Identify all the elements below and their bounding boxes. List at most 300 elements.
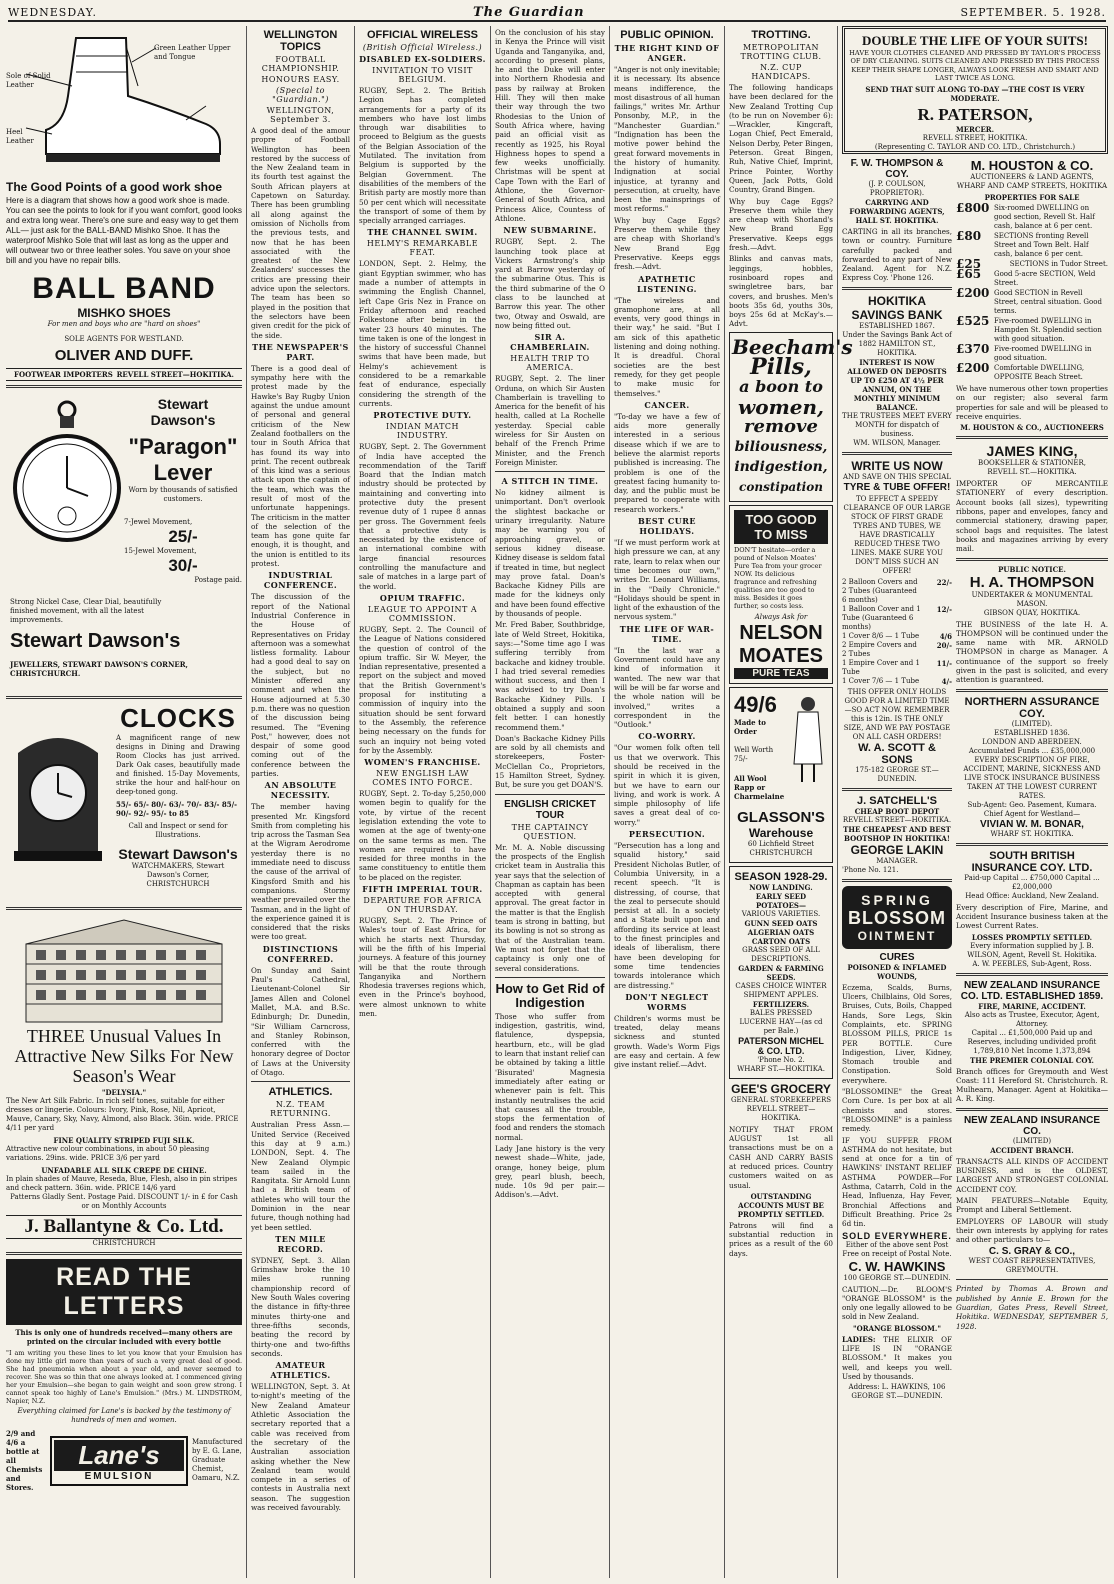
now-landing: NOW LANDING. [749, 882, 813, 892]
public-notice: PUBLIC NOTICE. [998, 564, 1066, 574]
patterns-note: Patterns Gladly Sent. Postage Paid. DISCOUNT 1/- in £ for Cash or on Monthly Accounts [10, 1193, 238, 1210]
northern-est: ESTABLISHED 1836. [994, 728, 1070, 737]
double-life-text: HAVE YOUR CLOTHES CLEANED AND PRESSED BY TAYLOR'S PROCESS OF DRY CLEANING. SUITS CLEANED AND PRESSED BY THIS PROCESS KEEP THEIR SHAPE LONGER, ALWAYS LOOK FRESH AND SMART AND LAST TWICE AS LONG. [849, 49, 1101, 83]
paterson-phone: 'Phone No. 2. [757, 1055, 805, 1064]
ballantyne-city: CHRISTCHURCH [92, 1239, 156, 1247]
hawkins-address: 100 GEORGE ST.—DUNEDIN. [843, 1273, 951, 1282]
property-item [956, 286, 1108, 316]
savings-est: ESTABLISHED 1867. [859, 321, 935, 330]
spring-blossom-ad [842, 886, 952, 949]
dawson-watchmakers: WATCHMAKERS, Stewart Dawson's Corner, CHRISTCHURCH [131, 862, 225, 888]
glasson-ad [729, 687, 833, 863]
subhead: OPIUM TRAFFIC. [379, 592, 466, 603]
article-text: RUGBY, Sept. 2. To-day 5,250,000 women begin to qualify for the vote, by virtue of the recent legislation extending the vote to women at the age of twenty-one on the same terms as men. The women are required to have resided for three months in the same constituency to entitle them to be placed on the register. [359, 789, 486, 882]
cures-text: Eczema, Scalds, Burns, Ulcers, Chilblains, Old Sores, Bruises, Cuts, Boils, Chapped Hands, Sore Legs, Skin Complaints, etc. SPRING BLOSSOM PILLS, PRICE 1s PER BOTTLE. Cure Indigestion, Liver, Kidney, Stomach trouble and Constipation. Sold everywhere. [842, 982, 952, 1085]
houston-name: M. HOUSTON & CO. [970, 158, 1094, 173]
south-agent: Every information supplied by J. B. WILSON, Agent, Revell St. Hokitika. [967, 941, 1097, 959]
store-building-icon [6, 914, 242, 1024]
article-text: There is a good deal of sympathy here with the protest made by the Hawke's Bay Rugby Union against the undue amount of personal and general criticism of the New Zealand footballers on the tour in South Africa that has found its way into print. The recent outbreak of this kind was a serious attack upon the captain of the team, which was the result of most of the unfortunate happenings. The criticism in the matter of the selection of the team has gone quite far enough, it is thought, and the union is entitled to its protest. [251, 363, 350, 569]
caution-text: CAUTION.—Dr. BLOOM'S "ORANGE BLOSSOM" is the only one legally allowed to be sold in New Zealand. [842, 1284, 952, 1322]
subhead: LEAGUE TO APPOINT A COMMISSION. [367, 604, 478, 623]
subhead: DEPARTURE FOR AFRICA ON THURSDAY. [363, 896, 482, 915]
northern-funds: Accumulated Funds ... £35,000,000 [968, 746, 1096, 755]
satchell-address: REVELL STREET—HOKITIKA. [842, 815, 952, 824]
houston-signature: M. HOUSTON & CO., AUCTIONEERS [960, 423, 1104, 433]
article-text: Why buy Cage Eggs? Preserve them while they are cheap with Shorland's New Brand Egg Preservative. Keeps eggs fresh.—Advt. [614, 215, 720, 272]
tyre-price-row [842, 605, 952, 632]
dawson-title: Stewart Dawson's [150, 396, 216, 428]
article-text: Mr. Fred Baber, Southbridge, late of Weld Street, Hokitika, says:—"Some time ago I was suffering terribly from backache and kidney trouble. I had tried several remedies without success, and then I was advised to try Doan's Backache Kidney Pills. I obtained a supply and soon felt better. I can honestly recommend them." [495, 620, 605, 732]
clocks-prices: 55/- 65/- 80/- 63/- 70/- 83/- 85/- 90/- 92/- 95/- to 85 [116, 800, 238, 818]
subhead: METROPOLITAN TROTTING CLUB. [740, 43, 822, 61]
subhead: THE LIFE OF WAR-TIME. [619, 623, 715, 644]
peebles: A. W. PEEBLES, Sub-Agent, Ross. [972, 959, 1092, 968]
northern-assurance: NORTHERN ASSURANCE COY. [964, 695, 1100, 720]
thompson-address: GIBSON QUAY, HOKITIKA. [983, 608, 1081, 617]
gee-accounts: OUTSTANDING ACCOUNTS MUST BE PROMPTLY SETTLED. [737, 1191, 825, 1219]
hawkins-name: C. W. HAWKINS [848, 1258, 946, 1274]
tyre-item: 1 Empire Cover and 1 Tube [842, 658, 920, 676]
always-ask: Always Ask for [754, 612, 808, 621]
wellington-sub: FOOTBALL CHAMPIONSHIP. [261, 55, 340, 73]
subhead: APATHETIC LISTENING. [637, 273, 697, 294]
tyre-price-row [842, 578, 952, 605]
pocket-watch-icon [12, 396, 122, 556]
houston-note: We have numerous other town properties on our register; also several farm properties for sale and will be pleased to receive enquiries. [956, 384, 1108, 421]
article-text: RUGBY, Sept. 2. The British Legion has completed arrangements for a party of its members who have lost limbs through war disabilities to proceed to Belgium as the guests of the Belgian Association of the Mutilated. The invitation from Belgium is supported by the Belgian Government. The disabilities of the members of the British party are mostly more than 50 per cent which will necessitate the transport of some of them by specially arranged carriages. [359, 86, 486, 226]
thompson-text: THE BUSINESS of the late H. A. THOMPSON will be continued under the same name with MR. ARNOLD THOMPSON in charge as Manager. A continuance of the support so freely given in the past is solicited, and every attention is guaranteed. [956, 619, 1108, 685]
nz-capital: Capital ... £1,500,000 Paid up and Reserves, including undivided profit 1,789,810 Net Income 1,373,894 [967, 1028, 1097, 1055]
savings-act: Under the Savings Bank Act of 1882 HAMILTON ST., HOKITIKA. [842, 330, 952, 357]
subhead: INDUSTRIAL CONFERENCE. [263, 570, 338, 591]
orange-blossom: "ORANGE BLOSSOM." [853, 1323, 941, 1333]
nickel-note: Strong Nickel Case, Clear Dial, beautifully finished movement, with all the latest improvements. [10, 598, 162, 624]
gray-sub: WEST COAST REPRESENTATIVES, GREYMOUTH. [968, 1257, 1096, 1275]
fertilizers: FERTILIZERS. [752, 999, 810, 1009]
tyre-price: 11/- [936, 658, 952, 668]
oliver-duff: OLIVER AND DUFF. [54, 347, 194, 364]
asthma-text: IF YOU SUFFER FROM ASTHMA do not hesitate, but send at once for a tin of HAWKINS' INSTANT RELIEF ASTHMA POWDER—For Asthma, Catarrh, Cold in the Head, Influenza, Hay Fever, Bronchial Affections and Difficult Breathing. Price 2s 6d tin. [842, 1135, 952, 1229]
blossomine-text: "BLOSSOMINE" the Great Corn Cure. 1s per box at all chemists and stores. "BLOSSOMINE" is a painless remedy. [842, 1087, 952, 1134]
ballband-logo: BALL BAND [32, 272, 216, 305]
column-3-wireless [359, 26, 486, 1578]
column-rule [837, 26, 838, 1578]
article-text: On Sunday and Saint Paul's Cathedral, Lieutenant-Colonel Sir James Allen and Colonel Mallet, M.A. and B.Sc. Edinburgh; Dr. Dunedin, "Sir William Carncross, and Stanley Robinson, conferred with the honorary degree of Doctor of Laws at the University of Otago. [251, 965, 350, 1078]
nz-branch: Branch offices for Greymouth and West Coast: 111 Hereford St. Christchurch. R. Mulhearn, Manager. Agent at Hokitika—A. R. King. [956, 1066, 1108, 1104]
letters-sub: This is only one of hundreds received—many others are printed on the circular included with every bottle [15, 1328, 233, 1346]
property-desc: SECTIONS in Tudor Street. [1009, 260, 1108, 268]
main-features: MAIN FEATURES—Notable Equity, Prompt and Liberal Settlement. [956, 1195, 1108, 1215]
chief-agent: Chief Agent for Westland— [983, 809, 1081, 818]
bonar-address: WHARF ST. HOKITIKA. [990, 829, 1074, 838]
apples: CASES CHOICE WINTER SHIPMENT APPLES. [735, 981, 827, 999]
oats: GUNN SEED OATS ALGERIAN OATS CARTON OATS [744, 918, 818, 946]
tyre-price: 4/6 [939, 631, 952, 641]
tyre-item: 2 Empire Covers and 2 Tubes [842, 640, 917, 658]
sole-agents: SOLE AGENTS FOR WESTLAND. [64, 335, 184, 343]
article-text: No kidney ailment is unimportant. Don't overlook the slightest backache or urinary irregularity. Nature may be warning you of approaching gravel, or serious kidney disease. Kidney disease is seldom fatal if treated in time, but neglect may prove fatal. Doan's Backache Kidney Pills are made for the kidneys only and have been found effective by thousands of people. [495, 488, 605, 619]
seed-ad [729, 866, 833, 1079]
south-british: SOUTH BRITISH INSURANCE COY. LTD. [971, 849, 1093, 874]
property-price: £370 [956, 342, 990, 356]
property-price: £800 [956, 201, 990, 215]
losses-settled: LOSSES PROMPTLY SETTLED. [971, 932, 1093, 942]
lanes-maker: Manufactured by E. G. Lane, Graduate Chemist, Oamaru, N.Z. [192, 1438, 243, 1482]
article-text: WELLINGTON, Sept. 3. At to-night's meeting of the New Zealand Amateur Athletic Association the secretary reported that a cable was received from the secretary of the Australian association asking whether the New Zealand team would compete in a series of contests in Australia next season. The suggestion was received favourably. [251, 1382, 350, 1512]
column-1-ads [6, 26, 242, 1578]
subhead: INDIAN MATCH INDUSTRY. [385, 422, 460, 441]
property-desc: Comfortable DWELLING, OPPOSITE Beach Street. [994, 364, 1085, 381]
tyre-price: 12/- [936, 604, 952, 614]
northern-text: EVERY DESCRIPTION OF FIRE, ACCIDENT, MARINE, SICKNESS AND LIVE STOCK INSURANCE BUSINESS TAKEN AT THE LOWEST CURRENT RATES. [963, 755, 1101, 800]
subhead: THE NEWSPAPER'S PART. [252, 341, 349, 362]
lakin-manager: MANAGER. [876, 856, 918, 865]
silk-text: The New Art Silk Fabric. In rich self tones, suitable for either dresses or lingerie. Colours: Ivory, Pink, Rose, Nil, Apricot, Mauve, Canary, Sky, Navy, Almond, also Black. 36in. wide. PRICE 4/11 per yard [6, 1097, 239, 1132]
subhead: SIR A. CHAMBERLAIN. [510, 332, 590, 353]
property-price: £200 [956, 286, 990, 300]
column-4-news [495, 26, 605, 1578]
subhead: DISABLED EX-SOLDIERS. [359, 54, 486, 64]
tyre-price: 22/- [936, 577, 952, 587]
boot-label: Heel Leather [6, 128, 34, 145]
dawson-title-3: Stewart Dawson's [118, 846, 238, 862]
postage-note: Postage paid. [194, 576, 242, 584]
read-letters-heading: READ THE LETTERS [6, 1259, 242, 1325]
column-6-trotting-ads [729, 26, 853, 1578]
cures-sub: POISONED & INFLAMED WOUNDS, [847, 962, 947, 981]
clocks-heading: CLOCKS [120, 703, 236, 733]
article-text: RUGBY, Sept. 2. The Prince of Wales's tour of East Africa, for which he starts next Thursday, will be the fifth of his Imperial journeys. A feature of this journey will be that the route through Tanganyika and Northern Rhodesia traverses regions which, even in the Prince's boyhood, were almost unknown to white men. [359, 916, 486, 1019]
column-rule [354, 26, 355, 1578]
save-special: AND SAVE ON THIS SPECIAL [843, 472, 951, 481]
tyre-offer-note: THIS OFFER ONLY HOLDS GOOD FOR A LIMITED TIME—SO ACT NOW. REMEMBER this is 12in. IS THE ONLY SIZE, AND WE PAY POSTAGE ON ALL CASH ORDERS! [843, 687, 951, 741]
clocks-call: Call and Inspect or send for Illustrations. [128, 822, 228, 839]
beecham-ad [729, 332, 853, 502]
glasson-warehouse: Warehouse [748, 825, 814, 840]
column-rule [609, 26, 610, 1578]
nz-limited: (LIMITED) [1012, 1136, 1052, 1145]
northern-address: LONDON AND ABERDEEN. [982, 737, 1082, 746]
satchell-sub: CHEAP BOOT DEPOT [854, 806, 940, 816]
properties-heading: PROPERTIES FOR SALE [984, 193, 1080, 202]
beecham-text: indigestion, [734, 458, 828, 475]
printer-imprint: Printed by Thomas A. Brown and published by Annie E. Brown for the Guardian, Gates Press, Revell Street, Hokitika. WEDNESDAY, SEPTEMBER 5, 1928. [956, 1284, 1108, 1331]
ha-thompson: H. A. THOMPSON [969, 573, 1095, 591]
accident-text: TRANSACTS ALL KINDS OF ACCIDENT BUSINESS, and is the OLDEST, LARGEST AND STRONGEST COLONIAL ACCIDENT COY. [956, 1156, 1108, 1194]
south-capital: Paid-up Capital ... £750,000 Capital ... £2,000,000 [964, 873, 1100, 891]
fw-thompson: F. W. THOMPSON & COY. [850, 158, 944, 180]
seed-potatoes: EARLY SEED POTATOES— [755, 891, 807, 910]
double-life-heading: DOUBLE THE LIFE OF YOUR SUITS! [862, 33, 1088, 48]
subhead: NEW ENGLISH LAW COMES INTO FORCE. [372, 769, 473, 788]
wireless-title: OFFICIAL WIRELESS [366, 29, 479, 41]
subhead: N.Z. TEAM RETURNING. [270, 1100, 331, 1119]
hawkins-address-2: Address: L. HAWKINS, 106 GEORGE ST.—DUNEDIN. [848, 1383, 946, 1401]
pure-teas-label: PURE TEAS [734, 668, 828, 679]
price-30: 30/- [168, 556, 198, 575]
lanes-price: 2/9 and 4/6 a bottle at all Chemists and Stores. [6, 1429, 43, 1492]
subhead: HELMY'S REMARKABLE FEAT. [366, 239, 479, 258]
nelson-label: NELSON [739, 621, 823, 644]
article-text: Blinks and canvas mats, leggings, hobbles, rosinboard ropes and swingletree bars, bar covers, and brushes. Men's boots 35s 6d, youths 30s, boys 25s 6d at McKay's.—Advt. [729, 254, 833, 329]
property-price: £80 [956, 229, 982, 243]
indigestion-title: How to Get Rid of Indigestion [495, 980, 605, 1010]
property-item [956, 201, 1108, 231]
post-free: Either of the above sent Post Free on receipt of Postal Note. [842, 1240, 952, 1258]
tyre-text: TO EFFECT A SPEEDY CLEARANCE OF OUR LARGE STOCK OF FIRST GRADE TYRES AND TUBES, WE HAVE DRASTICALLY REDUCED THESE TWO LINES. MAKE SURE YOU DON'T MISS SUCH AN OFFER! [843, 494, 951, 575]
subhead: THE CAPTAINCY QUESTION. [511, 822, 589, 841]
column-8-ads [956, 158, 1108, 1578]
ballantyne-ad [6, 914, 242, 1248]
article-text: RUGBY, Sept. 2. The launching took place at Vickers Armstrong's ship yard at Barrow yesterday of the submarine Otus. This is the third submarine of the O class to be launched at Barrow this year. The other two, Otway and Oswald, are now being fitted out. [495, 237, 605, 330]
satchell-name: J. SATCHELL'S [856, 794, 938, 807]
savings-interest: INTEREST IS NOW ALLOWED ON DEPOSITS UP TO £250 AT 4½ PER ANNUM, ON THE MONTHLY MINIMUM BALANCE. [847, 357, 947, 412]
ballband-ad [6, 26, 242, 381]
tyre-price-row [842, 641, 952, 659]
paterson-address: WHARF ST.—HOKITIKA. [737, 1064, 825, 1073]
price-25: 25/- [168, 527, 198, 546]
too-good-text: DON'T hesitate—order a pound of Nelson Moates' Pure Tea from your grocer NOW. Its delicious fragrance and refreshing qualities are too good to miss. Besides it goes further, so costs less. [734, 545, 822, 610]
beecham-text: a boon to [739, 376, 823, 396]
mercer-label: MERCER. [955, 124, 995, 134]
dateline: WELLINGTON, September 3. [266, 106, 335, 124]
south-text: Every description of Fire, Marine, and Accident Insurance business taken at the Lowest Current Rates. [956, 902, 1108, 931]
northern-sub: (LIMITED). [1011, 719, 1053, 728]
jewel15-label: 15-Jewel Movement, [124, 547, 197, 555]
ballantyne-name: J. Ballantyne & Co. Ltd. [6, 1215, 242, 1239]
subhead: PERSECUTION. [628, 829, 706, 840]
tyre-price-row [842, 632, 952, 641]
column-rule [724, 26, 725, 1578]
article-text: Mr. M. A. Noble discussing the prospects of the English cricket team in Australia this year says that the selection of Chapman as captain has been accepted with general approval. The great factor in the matter is that the English team is strong in batting, but its bowling is not so strong as that of the Australian team. We must not forget that the captaincy is only one of several considerations. [495, 842, 605, 973]
dawson-title-2: Stewart Dawson's [10, 630, 181, 652]
houston-sub: AUCTIONEERS & LAND AGENTS, [970, 173, 1094, 181]
tyre-price-row [842, 677, 952, 686]
property-desc: Six-roomed DWELLING on good section, Revell St. Half cash, balance at 6 per cent. [994, 204, 1095, 230]
subhead: CO-WORRY. [638, 731, 696, 742]
premier-colonial: THE PREMIER COLONIAL COY. [970, 1055, 1094, 1065]
article-text: The discussion of the report of the National Industrial Conference in the House of Representatives on Friday afternoon was a somewhat listless formality. Labour had a good deal to say on the subject, but no Minister offered any comment and when the House adjourned at 5.30 p.m. there was no question of the discussion being resumed. The "Evening Post," however, does not despair of some good coming out of the conference between the parties. [251, 592, 350, 778]
ballband-sub: MISHKO SHOES [77, 306, 171, 320]
scott-sons: W. A. SCOTT & SONS [858, 741, 936, 766]
article-text: Why buy Cage Eggs? Preserve them while they are cheap with Shorland's New Brand Egg Preservative. Keeps eggs fresh.—Advt. [729, 196, 833, 253]
tyre-price-row [842, 659, 952, 677]
article-text: "The wireless and gramophone are, at all events, very good things in their way," he said. "But I am sick of this apathetic listening and doing nothing. It is dreadful. Choral societies are the best remedy, for they get people to make music for themselves." [614, 295, 720, 398]
thompson-sub: UNDERTAKER & MONUMENTAL MASON. [971, 590, 1093, 608]
garden-seeds: GARDEN & FARMING SEEDS. [738, 963, 824, 982]
subhead: N.Z. CUP HANDICAPS. [751, 63, 811, 81]
subhead: AMATEUR ATHLETICS. [270, 1360, 331, 1381]
property-item [956, 361, 1108, 382]
fw-text: CARTING in all its branches, town or country. Furniture carefully packed and forwarded to any part of New Zealand. Agent for N.Z. Express Coy. 'Phone 126. [842, 227, 952, 283]
dawson-address: JEWELLERS, STEWART DAWSON'S CORNER, CHRISTCHURCH. [10, 660, 188, 678]
fuji-text: Attractive new colour combinations, in about 50 pleasing variations. 29ins. wide. PRICE 3/6 per yard [6, 1145, 210, 1162]
tyre-item: 2 Balloon Covers and 2 Tubes (Guaranteed 6 months) [842, 577, 918, 604]
article-text: "Anger is not only inevitable; it is necessary. Its absence means indifference, the most disastrous of all human failings," writes Mr. Arthur Ponsonby, M.P., in the "Manchester Guardian." "Indignation has been the motive power behind the great forward movements in the history of humanity. Indignation at social injustice, at tyranny and persecution, at cruelty, have been the mainsprings of most reforms." [614, 65, 720, 214]
firm-sub: FOOTWEAR IMPORTERS [14, 370, 113, 379]
fw-sub: (J. P. COULSON, PROPRIETOR). [868, 180, 926, 197]
savings-trustees: THE TRUSTEES MEET EVERY MONTH for dispatch of business. [842, 411, 952, 438]
cures-heading: CURES [879, 951, 915, 963]
crepe-heading: UNFADABLE ALL SILK CREPE DE CHINE. [41, 1166, 207, 1175]
tyre-price-list [842, 578, 952, 686]
firm-address: REVELL STREET—HOKITIKA. [116, 370, 234, 379]
wellington-title: WELLINGTON TOPICS [263, 29, 338, 53]
lever-label: Lever [153, 460, 213, 485]
beecham-text: biliousness, [734, 438, 828, 455]
article-text: On the conclusion of his stay in Kenya the Prince will visit Uganda and Tanganyika, and, according to present plans, he and the Duke will enter into Northern Rhodesia and pass by railway at Broken Hill. They will then make their way through the two Rhodesias to the Union of South Africa where, having paid an official visit as recently as 1925, his Royal Highness hopes to spend a few weeks unofficially. Christmas will be spent at Cape Town with the Earl of Athlone, the Governor-General of South Africa, and Princess Alice, Countess of Athlone. [495, 28, 605, 223]
property-desc: Good SECTION in Revell Street, central situation. Good terms. [994, 289, 1102, 315]
property-desc: Five-roomed DWELLING in good situation. [994, 345, 1092, 362]
article-text: Doan's Backache Kidney Pills are sold by all chemists and storekeepers, Foster-McClellan Co., Proprietors, 15 Hamilton Street, Sydney. But, be sure you get DOAN'S. [495, 733, 605, 790]
property-desc: Five-roomed DWELLING in Hampden St. Splendid section with good situation. [994, 317, 1102, 343]
boot-text: Here is a diagram that shows how a good work shoe is made. You can see the points to look for if you want comfort, good looks and extra long wear. There's one sure and easy way to get them ALL— just ask for the BALL-BAND Mishko Shoe. It has the waterproof Mishko Sole that will last as long as the upper and will outwear two or three leather soles. You save on your shoe bill and you have no repair bills. [6, 196, 242, 265]
column-5-opinion [614, 26, 720, 1578]
king-sub: BOOKSELLER & STATIONER, [978, 459, 1086, 468]
lanes-emulsion: EMULSION [84, 1470, 154, 1482]
dawson-paragon-ad [6, 392, 242, 692]
column-2-wellington [251, 26, 350, 1578]
clocks-ad [6, 703, 242, 903]
mercer-rep: (Representing C. TAYLOR AND CO. LTD., Christchurch.) [874, 142, 1076, 151]
glasson-address: 60 Lichfield Street CHRISTCHURCH [747, 839, 815, 857]
article-text: "To-day we have a few of aids more generally interested in a serious disease which if we are to believe the alarmist reports published is increasing. The problem is one of the greatest facing humanity to-day, and the public must be prepared to cooperate with research workers." [614, 411, 720, 514]
moates-label: MOATES [738, 644, 824, 667]
opinion-title: PUBLIC OPINION. [620, 29, 714, 41]
clocks-text: A magnificent range of new designs in Dining and Drawing Room Clocks has just arrived. Dark Oak cases, beautifully made and finished. 15-Day Movements, strike the hour and half-hour on deep-toned gong. [116, 734, 240, 796]
fw-sub2: CARRYING AND FORWARDING AGENTS, HALL ST. HOKITIKA. [849, 198, 945, 225]
article-text: The following handicaps have been declared for the New Zealand Trotting Cup (to be run on November 6):—Wrackler, Kingcraft, Logan Chief, Pect Emerald, Nelson Derby, Peter Bingen, Peterson. Great Bingen, Ruh, Native Chief, Imprint, Prince Pointer, Worthy Queen, Jack Potts, Gold Country, Grand Bingen. [729, 83, 833, 195]
article-text: Lady Jane history is the very newest shade—White, jade, orange, honey beige, plum grey, pearl blush, beech, nude. 10s 9d per pair.—Addison's.—Advt. [495, 1143, 605, 1200]
wireless-sub: (British Official Wireless.) [362, 43, 483, 52]
beecham-text: women, [738, 394, 824, 419]
gee-sub: GENERAL STOREKEEPERS [730, 1095, 832, 1104]
subhead: THE RIGHT KIND OF ANGER. [614, 43, 720, 63]
taylor-dry-cleaning-ad [842, 26, 1108, 154]
tyre-item: 1 Balloon Cover and 1 Tube (Guaranteed 6 months) [842, 604, 921, 631]
letter-text: "I am writing you these lines to let you know that your Emulsion has done my little girl more than years of such a very great deal of good. She had pneumonia when about a year old, and never seemed to recover. She was so thin that one always looked at. I commenced giving her your Emulsion—she began to gain weight and soon grew strong. I cannot speak too highly of Lane's Emulsion." (Mrs.) M. LINDSTROM, Napier, N.Z. [6, 1349, 242, 1405]
gray-co: C. S. GRAY & CO., [988, 1246, 1076, 1258]
property-price: £25 [956, 257, 982, 271]
article-text: RUGBY, Sept. 2. The liner Orduna, on which Sir Austen Chamberlain is travelling to America for the benefit of his health, called at La Rochelle yesterday. Special cable wireless for Sir Austen on behalf of the French Prime Minister, and the French Foreign Minister. [495, 374, 605, 467]
article-text: RUGBY, Sept. 2. The Council of the League of Nations considered the question of control of the opium traffic. Sir W. Meyer, the Indian representative, presented a report on the subject and moved that the British Government's proposal for instituting a commission of inquiry into the situation should be sent forward to the Assembly, the reference being necessary on the funds for such an inquiry not being voted for by the Assembly. [359, 624, 486, 755]
satchell-cheapest: THE CHEAPEST AND BEST BOOTSHOP IN HOKITIKA! [843, 824, 951, 843]
property-price: £65 [956, 267, 982, 281]
bonar-name: VIVIAN W. M. BONAR, [980, 818, 1084, 830]
beecham-text: remove [744, 415, 818, 437]
savings-bank-title: HOKITIKA SAVINGS BANK [851, 293, 943, 322]
james-king: JAMES KING, [986, 443, 1078, 460]
article-text: "In the last war a Government could have any kind of information it wanted. The new war that will be will be far worse and the whole nation will be involved," writes a correspondent in the "Outlook." [614, 645, 720, 730]
accident-branch: ACCIDENT BRANCH. [990, 1145, 1074, 1155]
subhead: FIFTH IMPERIAL TOUR. [362, 884, 483, 895]
lanes-ad [6, 1259, 242, 1492]
subhead: CANCER. [644, 399, 690, 410]
article-text: "If we must perform work at high pressure we can, at any rate, learn to relax when our time becomes our own," writes Dr. Leonard Williams, in the "Daily Chronicle." "Holidays should be spent in light of the exhaustion of the nervous system." [614, 538, 720, 622]
fitted-note: Well Worth 75/- [734, 745, 774, 763]
property-price: £525 [956, 314, 990, 328]
boot-label: Sole of Solid Leather [6, 72, 51, 89]
mantel-clock-icon [8, 723, 108, 863]
ointment-label: OINTMENT [857, 928, 937, 943]
fire-marine: FIRE, MARINE, ACCIDENT. [978, 1001, 1086, 1011]
king-address: REVELL ST.—HOKITIKA. [987, 468, 1077, 477]
subhead: THE CHANNEL SWIM. [367, 227, 478, 238]
fuji-heading: FINE QUALITY STRIPED FUJI SILK. [53, 1136, 195, 1145]
gee-address: REVELL STREET—HOKITIKA. [746, 1104, 816, 1122]
scott-address: 175-182 GEORGE ST.—DUNEDIN. [855, 765, 939, 783]
subhead: PROTECTIVE DUTY. [373, 410, 472, 421]
paterson-name: R. PATERSON, [917, 104, 1033, 124]
south-office: Head Office: Auckland, New Zealand. [965, 891, 1099, 900]
grass-seed: GRASS SEED OF ALL DESCRIPTIONS. [742, 945, 820, 963]
masthead-day: WEDNESDAY. [8, 5, 98, 19]
property-desc: Good 5-acre SECTION, Weld Street. [994, 270, 1096, 287]
lucerne: BALES PRESSED LUCERNE HAY—(as cd per Bale.) [739, 1008, 823, 1035]
boot-heading: The Good Points of a good work shoe [6, 180, 222, 194]
nz-insurance-2: NEW ZEALAND INSURANCE CO. [963, 1114, 1101, 1137]
article-text: LONDON, Sept. 2. Helmy, the giant Egyptian swimmer, who has made a number of attempts in swimming the English Channel, left Cape Gris Nez in France on Friday afternoon and reached Folkestone after being in the water 23 hours 40 minutes. The time taken is one of the longest in the history of successful Channel swims that have been made, but Helmy's achievement is considered to be a remarkable feat of endurance, especially considering the strength of the currents. [359, 259, 486, 408]
article-text: "Persecution has a long and squalid history," said President Nicholas Butler, of Columbia University, in a recent speech. "It is distressing, of course, that the zeal to persecute should persist at all. In a society and a State built upon and affording its service at least to the finest principles and ideals of liberalism, there have been developing for some time tendencies towards intolerance which are distressing." [614, 841, 720, 990]
article-text: The member having presented Mr. Kingsford Smith from completing his trip across the Tasman Sea at the Wigram Aerodrome yesterday there is no immediate need to discuss the cause of the arrival of Kingsford Smith and his companions. Stormy weather prevailed over the Tasman, and in the light of the experience gained it is considered that the risks were too great. [251, 802, 350, 942]
ladies-text: THE ELIXIR OF LIFE IS IN "ORANGE BLOSSOM." It makes you well, and keeps you well. Used by thousands. [842, 1334, 952, 1381]
gee-name: GEE'S GROCERY [731, 1081, 831, 1096]
article-text: Those who suffer from indigestion, gastritis, wind, flatulence, dyspepsia, heartburn, etc., will be glad to learn that instant relief can be obtained by taking a little 'Bisurated' Magnesia immediately after eating or whenever pain is felt. This instantly neutralises the acid that causes all the trouble, stops the fermentation of food and renders the stomach normal. [495, 1011, 605, 1142]
nz-insurance: NEW ZEALAND INSURANCE CO. LTD. ESTABLISHED 1859. [960, 979, 1104, 1002]
article-text: Children's worms must be treated, delay means sickness and stunted growth. Wade's Worm Figs are easy and certain. A few give instant relief.—Advt. [614, 1013, 720, 1070]
article-text: RUGBY, Sept. 2. The Government of India have accepted the recommendation of the Tariff Board that the Indian match industry should be protected by maintaining and converting into protective duty the present revenue duty of 1 rupee 8 annas per gross. The Government feels that a protective duty is necessitated by the existence of an international combine with large financial resources controlling the manufacture and sale of matches in a large part of the world. [359, 442, 486, 591]
wellington-sub: HONOURS EASY. [261, 75, 340, 84]
nelson-moates-ad [729, 505, 833, 684]
article-text: "Our women folk often tell us that we overwork. This should be received in the spirit in which it is given, but we have to earn our living, and work is work. A simple philosophy of life saves a great deal of co-worry." [614, 743, 720, 827]
subhead: DON'T NEGLECT WORMS [625, 991, 709, 1012]
paragon-label: "Paragon" [128, 434, 238, 459]
boot-label: Green Leather Upper and Tongue [154, 44, 231, 61]
article-text: SYDNEY, Sept. 3. Allan Grimshaw broke the 10 miles running championship record of New South Wales covering the distance in fifty-three minutes thirty-one and three-fifths seconds, beating the record by thirty-one and two-fifths seconds. [251, 1255, 350, 1358]
lanes-logo: Lane's [54, 1440, 184, 1471]
wool-note: All Wool Rapp or Charmelaine [734, 773, 785, 801]
tyre-price: 4/- [941, 676, 952, 686]
houston-address: WHARF AND CAMP STREETS, HOKITIKA [956, 182, 1108, 190]
cricket-title: ENGLISH CRICKET TOUR [504, 798, 596, 821]
made-to-order: Made to Order [734, 717, 766, 736]
silks-heading: THREE Unusual Values In Attractive New Silks For New Season's Wear [14, 1026, 234, 1086]
subhead: AN ABSOLUTE NECESSITY. [264, 780, 337, 801]
property-item [956, 229, 1108, 259]
article-text: Australian Press Assn.—United Service (Received this day at 9 a.m.) LONDON, Sept. 4. The New Zealand Olympic team sailed in the Rangitata. Sir Arnold Lunn had a British team of athletes who will tour the Dominion in the near future, though nothing had yet been settled. [251, 1120, 350, 1232]
subhead: TEN MILE RECORD. [275, 1233, 326, 1254]
tyre-offer-heading: TYRE & TUBE OFFER! [843, 481, 951, 493]
subhead: WOMEN'S FRANCHISE. [364, 757, 481, 768]
season-heading: SEASON 1928-29. [734, 870, 828, 883]
athletics-title: ATHLETICS. [268, 1086, 333, 1099]
beecham-text: constipation [739, 479, 823, 494]
subhead: A STITCH IN TIME. [501, 476, 599, 487]
letter-note: Everything claimed for Lane's is backed by the testimony of hundreds of men and women. [17, 1407, 231, 1424]
spring-label: SPRING [861, 891, 933, 908]
property-price: £200 [956, 361, 990, 375]
tyre-item: 1 Cover 8/6 — 1 Tube [842, 631, 920, 640]
crepe-text: In plain shades of Mauve, Reseda, Blue, Flesh, also in pin stripes and check pattern. 36in. wide. PRICE 14/6 yard [6, 1175, 238, 1192]
lakin-phone: 'Phone No. 121. [842, 865, 899, 874]
tyre-price: 20/- [936, 640, 952, 650]
too-good-heading: TOO GOOD TO MISS [734, 510, 828, 544]
column-rule [490, 26, 491, 1578]
jewel7-label: 7-Jewel Movement, [124, 518, 193, 526]
employers: EMPLOYERS OF LABOUR will study their own interests by applying for rates and other particulars to— [956, 1216, 1108, 1245]
delysia: "DELYSIA." [101, 1088, 147, 1097]
masthead-paper: The Guardian [472, 4, 585, 20]
